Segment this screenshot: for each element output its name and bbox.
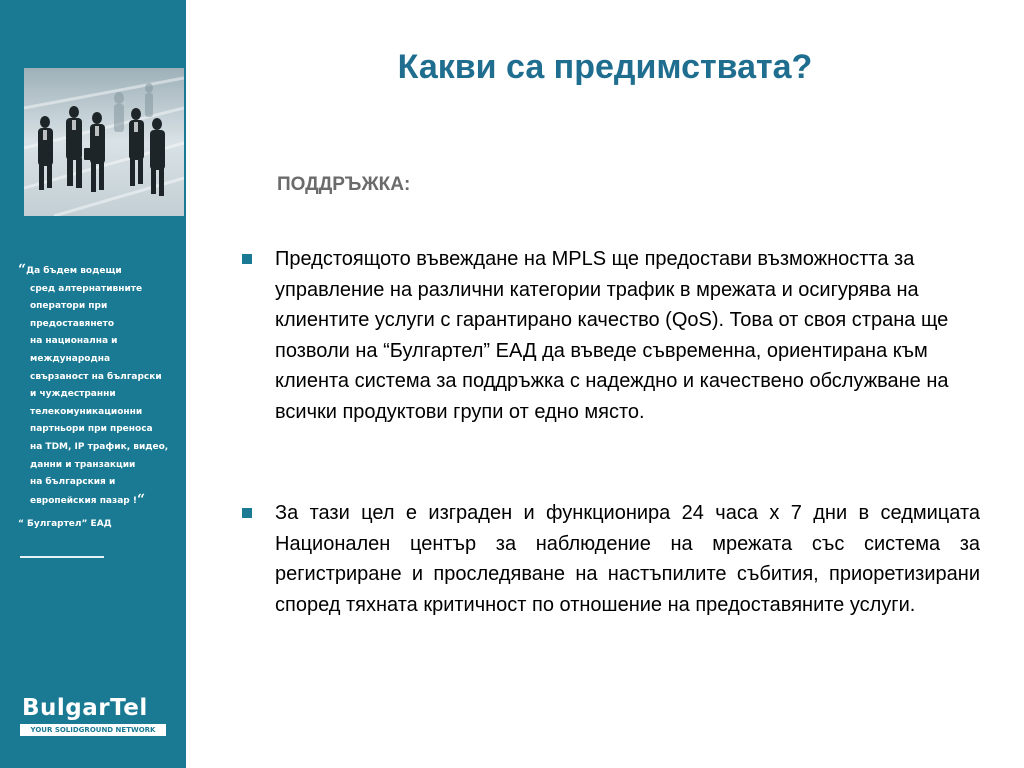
bullet-item: За тази цел е изграден и функционира 24 часа х 7 дни в седмицата Национален център за наблюдение на мрежата със система за регистриране и проследяване на настъпилите събития, приоретизирани според тяхната критичност по отношение на предоставяните услуги. xyxy=(275,502,980,616)
quote-line: на национална и xyxy=(30,336,118,347)
bullet-square-icon xyxy=(242,254,252,264)
slide-title: Какви са предимствата? xyxy=(397,48,813,86)
quote-line: свързаност на български xyxy=(30,371,162,382)
quote-line: партньори при преноса xyxy=(30,424,153,435)
open-quote-mark: “ xyxy=(18,262,27,278)
quote-line: телекомуникационни xyxy=(30,406,143,417)
quote-line: сред алтернативните xyxy=(30,283,143,294)
quote-line: и чуждестранни xyxy=(30,389,116,400)
quote-line: международна xyxy=(30,353,111,364)
quote-line: оператори при xyxy=(30,301,108,312)
quote-line: на българския и xyxy=(30,477,116,488)
quote-line: данни и транзакции xyxy=(30,459,136,470)
sidebar-panel xyxy=(0,0,186,768)
quote-line: “Да бъдем водещи xyxy=(18,262,122,278)
quote-line: на TDM, IP трафик, видео, xyxy=(30,441,169,452)
mission-quote xyxy=(18,262,183,510)
logo-tagline: YOUR SOLIDGROUND NETWORK xyxy=(20,724,166,736)
business-people-photo xyxy=(24,68,184,216)
sidebar-divider xyxy=(20,556,104,558)
bullet-item: Предстоящото въвеждане на MPLS ще предостави възможността за управление на различни категории трафик в мрежата и осигурява на клиентите услуги с гарантирано качество (QoS). Това от своя страна ще позволи на “Булгартел” ЕАД да въведе съвременна, ориентирана към клиента система за поддръжка с надеждно и качествено обслужване на всички продуктови групи от едно място. xyxy=(275,248,949,423)
quote-line: европейския пазар !“ xyxy=(30,491,146,508)
bullet-square-icon xyxy=(242,508,252,518)
quote-line: предоставянето xyxy=(30,318,115,329)
quote-attribution: “ Булгартел” ЕАД xyxy=(18,519,112,529)
close-quote-mark: “ xyxy=(137,491,146,508)
company-logo: BulgarTel xyxy=(22,695,148,721)
section-subheading: ПОДДРЪЖКА: xyxy=(277,174,411,195)
